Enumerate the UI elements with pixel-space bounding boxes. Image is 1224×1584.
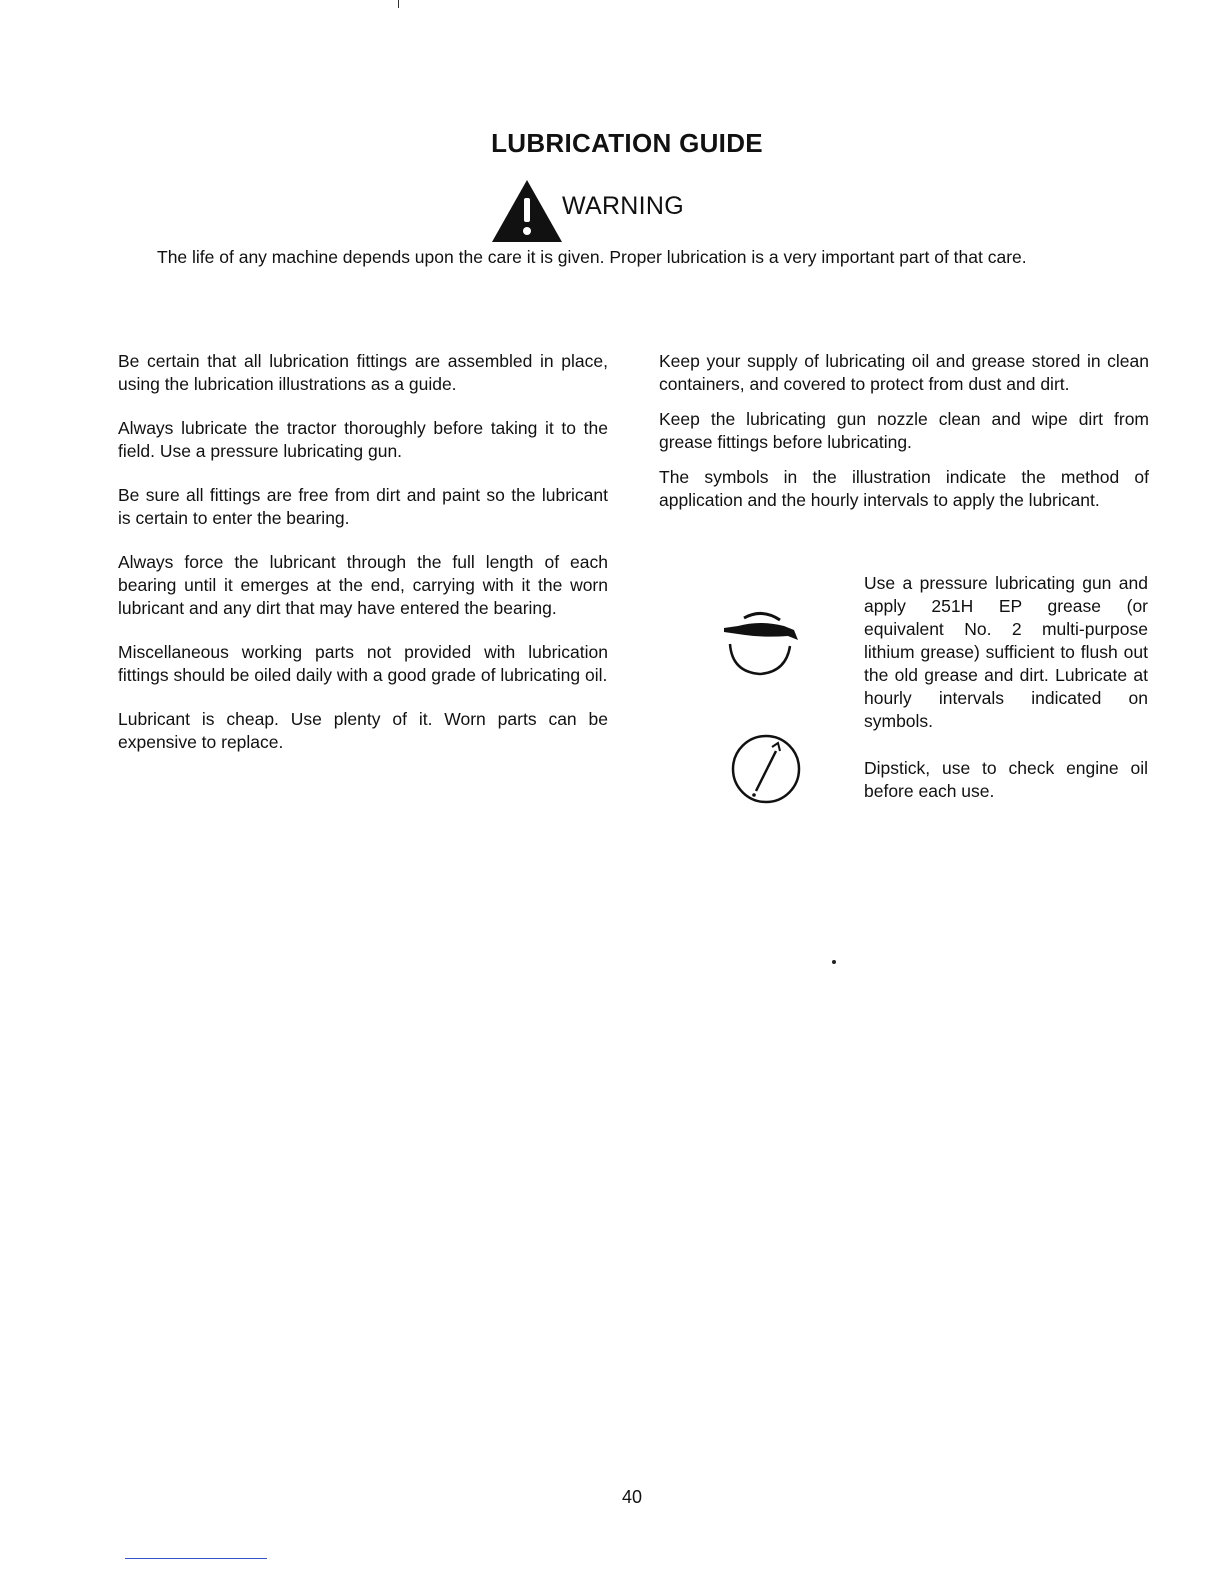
paragraph: Lubricant is cheap. Use plenty of it. Worn parts can be expensive to replace. (118, 709, 608, 752)
bottom-rule (125, 1558, 267, 1559)
paragraph: Miscellaneous working parts not provided with lubrication fittings should be oiled daily with a good grade of lubricating oil. (118, 642, 608, 685)
dipstick-description: Dipstick, use to check engine oil before each use. (864, 758, 1148, 801)
intro-paragraph: The life of any machine depends upon the care it is given. Proper lubrication is a very important part of that care. (157, 247, 1027, 267)
grease-gun-description: Use a pressure lubricating gun and apply 251H EP grease (or equivalent No. 2 multi-purpose lithium grease) sufficient to flush out the old grease and dirt. Lubricate at hourly intervals indicated on symbols. (864, 573, 1148, 731)
right-column (659, 350, 1149, 512)
paragraph: Be sure all fittings are free from dirt and paint so the lubricant is certain to enter the bearing. (118, 485, 608, 528)
paragraph: Keep your supply of lubricating oil and grease stored in clean containers, and covered to protect from dust and dirt. (659, 351, 1149, 394)
warning-triangle-icon (490, 178, 564, 244)
page-number: 40 (621, 1487, 643, 1507)
grease-gun-icon (718, 606, 804, 678)
dipstick-icon (730, 733, 802, 805)
warning-label: WARNING (562, 192, 684, 220)
paragraph: The symbols in the illustration indicate the method of application and the hourly intervals to apply the lubricant. (659, 467, 1149, 510)
paragraph: Always lubricate the tractor thoroughly before taking it to the field. Use a pressure lubricating gun. (118, 418, 608, 461)
paragraph: Be certain that all lubrication fittings are assembled in place, using the lubrication illustrations as a guide. (118, 351, 608, 394)
paragraph: Keep the lubricating gun nozzle clean and wipe dirt from grease fittings before lubricating. (659, 409, 1149, 452)
warning-header (490, 178, 684, 242)
page-title: LUBRICATION GUIDE (491, 128, 763, 158)
left-column (118, 350, 608, 754)
scan-speck (832, 960, 836, 964)
scan-mark (398, 0, 399, 8)
paragraph: Always force the lubricant through the full length of each bearing until it emerges at the end, carrying with it the worn lubricant and any dirt that may have entered the bearing. (118, 552, 608, 618)
